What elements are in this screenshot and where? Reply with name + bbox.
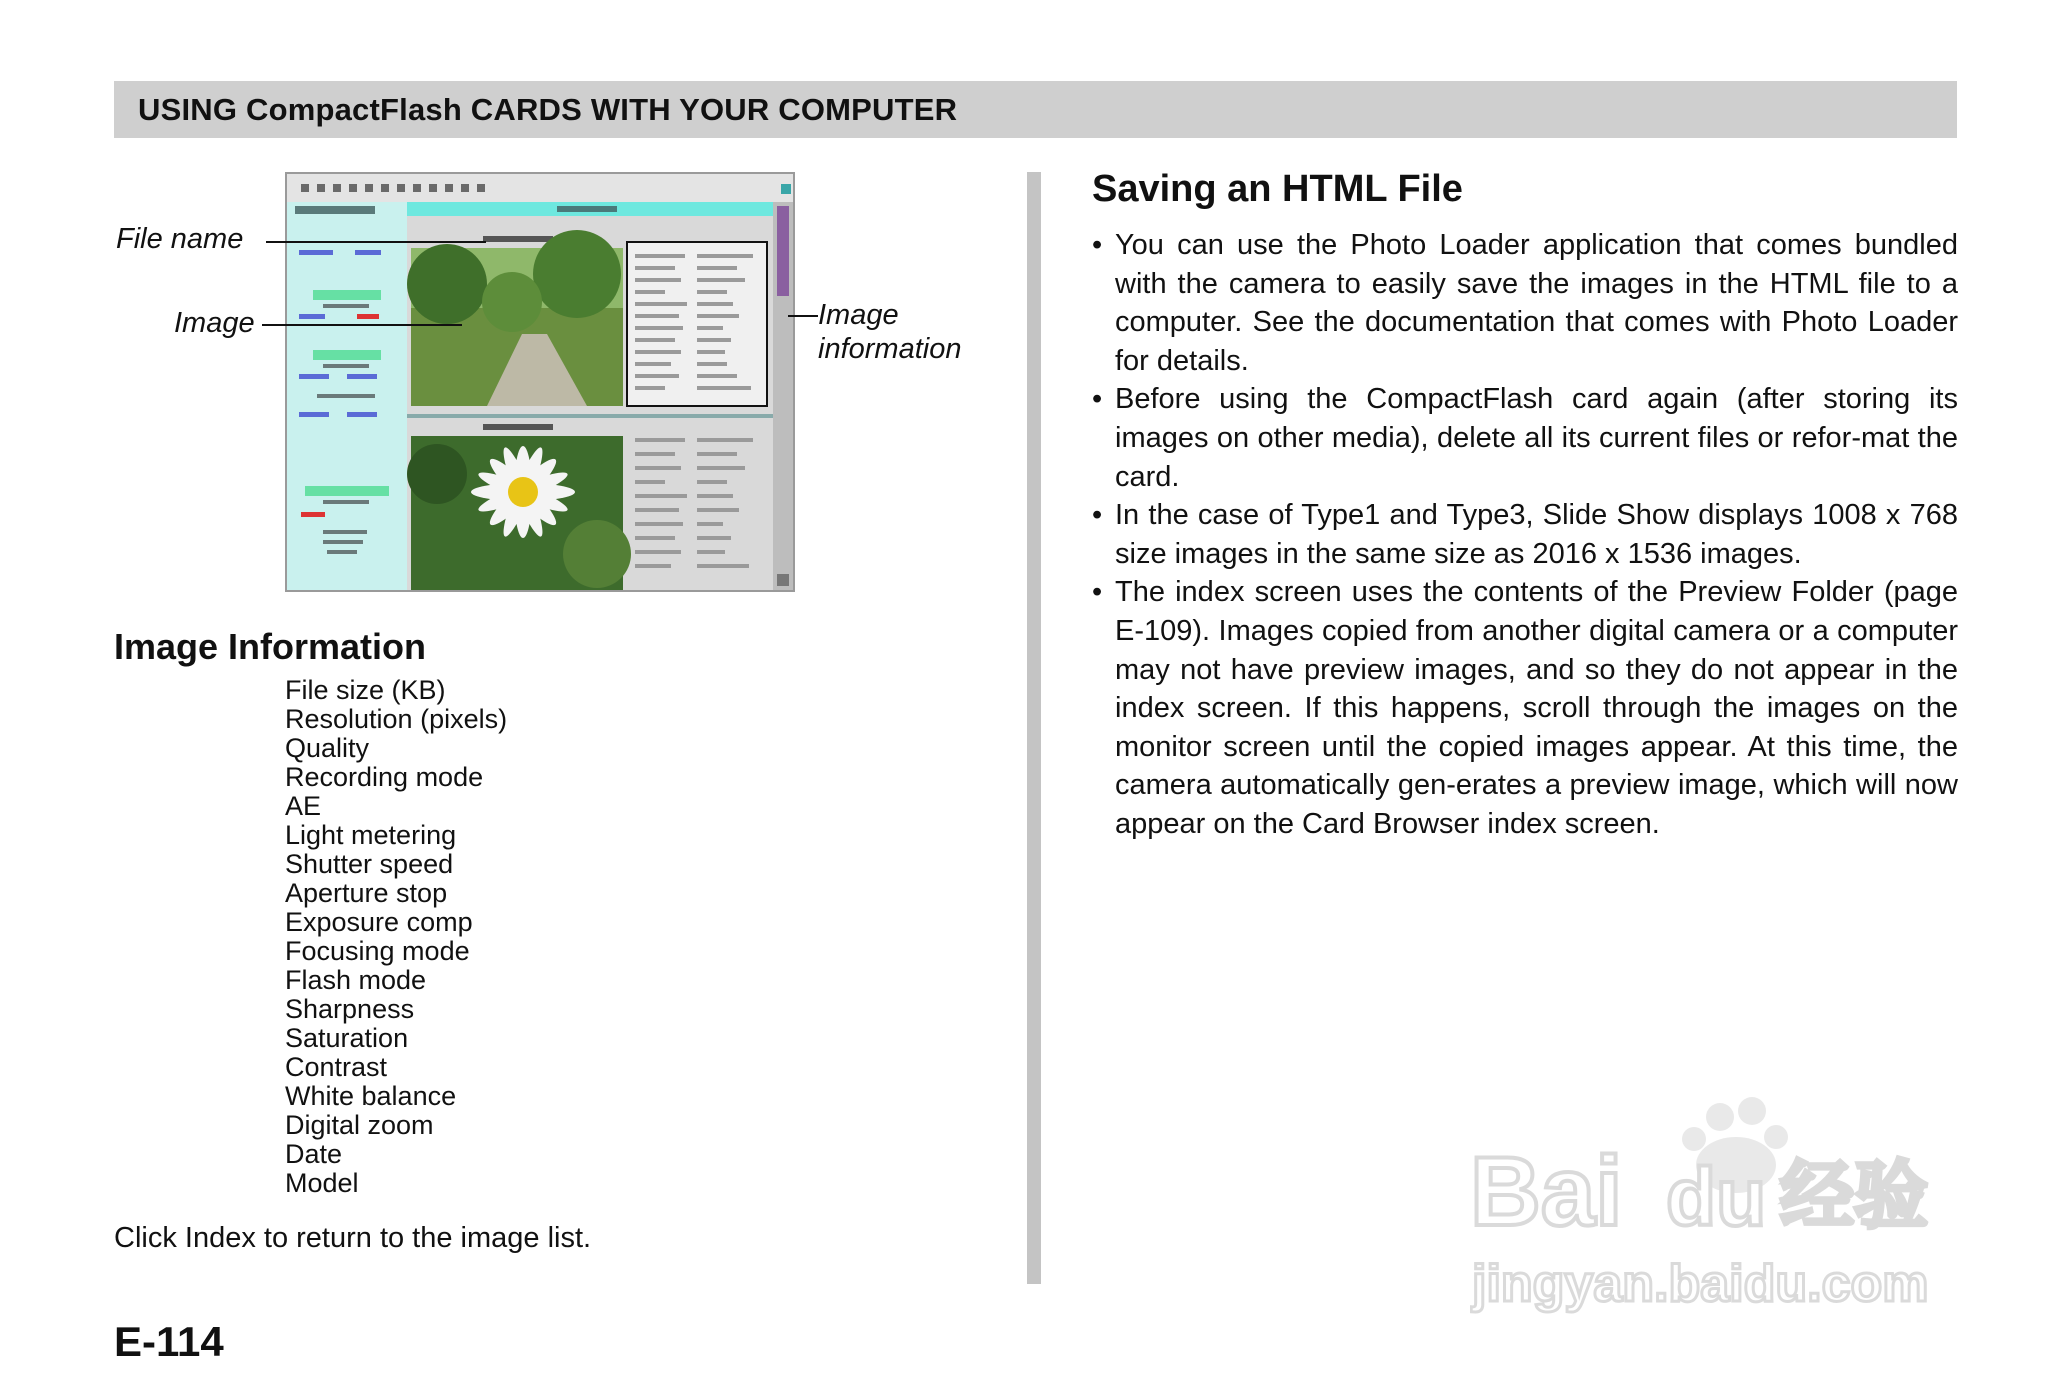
field-item: Aperture stop <box>285 878 448 908</box>
column-divider <box>1027 172 1041 1284</box>
watermark-jingyan-cn: 经验 <box>1780 1153 1928 1239</box>
callout-image-information <box>818 298 961 366</box>
image-leader-line <box>262 324 462 326</box>
field-item: Focusing mode <box>285 936 470 966</box>
field-item: Digital zoom <box>285 1110 434 1140</box>
field-item: AE <box>285 791 322 821</box>
callout-image-information-line1: Image <box>818 299 899 331</box>
callout-file-name: File name <box>116 223 244 255</box>
image-information-heading: Image Information <box>114 626 427 667</box>
image-information-leader-line <box>788 315 818 317</box>
bullet-item: • You can use the Photo Loader application that comes bundled with the camera to easily save the images in the HTML file to a computer. See the documentation that comes with Photo Loader for details. <box>1092 226 1958 380</box>
bullet-item: • In the case of Type1 and Type3, Slide Show displays 1008 x 768 size images in the same size as 2016 x 1536 images. <box>1092 496 1958 573</box>
bullet-item: • The index screen uses the contents of the Preview Folder (page E-109). Images copied from another digital camera or a computer may not have preview images, and so they do not appear in the index screen. If this happens, scroll through the images on the monitor screen until the copied images appear. At this time, the camera automatically gen-erates a preview image, which will now appear on the Card Browser index screen. <box>1092 573 1958 843</box>
field-item: White balance <box>285 1081 457 1111</box>
field-item: Light metering <box>285 820 457 850</box>
screenshot-illustration <box>287 174 793 590</box>
section-title: USING CompactFlash CARDS WITH YOUR COMPUTER <box>138 92 958 127</box>
field-item: Sharpness <box>285 994 415 1024</box>
page-number: E-114 <box>114 1318 224 1365</box>
html-page-screenshot <box>285 172 795 592</box>
baidu-watermark <box>1470 1095 1950 1325</box>
file-name-leader-line <box>266 241 486 243</box>
callout-image-information-line2: information <box>818 333 962 365</box>
field-item: Quality <box>285 733 370 763</box>
bullet-item: • Before using the CompactFlash card again (after storing its images on other media), delete all its current files or refor-mat the card. <box>1092 380 1958 496</box>
callout-image: Image <box>174 307 255 339</box>
field-item: Contrast <box>285 1052 388 1082</box>
field-item: Recording mode <box>285 762 484 792</box>
saving-html-heading: Saving an HTML File <box>1092 168 1463 210</box>
field-item: Saturation <box>285 1023 409 1053</box>
field-item: Shutter speed <box>285 849 454 879</box>
watermark-du: du <box>1666 1152 1767 1243</box>
field-item: Flash mode <box>285 965 427 995</box>
watermark-bai: Bai <box>1470 1136 1623 1246</box>
field-item: Resolution (pixels) <box>285 704 508 734</box>
field-item: Exposure comp <box>285 907 473 937</box>
field-item: Date <box>285 1139 343 1169</box>
index-return-note: Click Index to return to the image list. <box>114 1222 592 1254</box>
saving-bullet-list <box>1092 226 1958 844</box>
field-item: Model <box>285 1168 359 1198</box>
field-item: File size (KB) <box>285 675 446 705</box>
image-information-field-list <box>285 676 507 1198</box>
watermark-url: jingyan.baidu.com <box>1472 1255 1929 1313</box>
